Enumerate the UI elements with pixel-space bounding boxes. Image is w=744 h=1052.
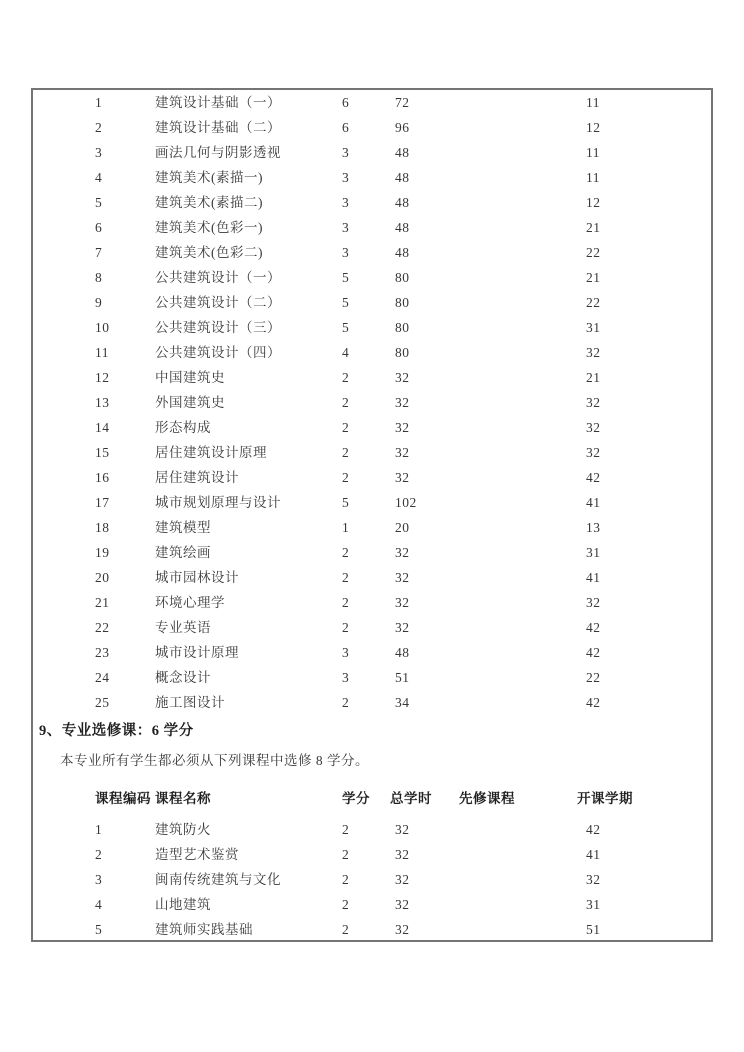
semester-cell: 42 (586, 645, 601, 660)
semester-cell: 32 (586, 445, 601, 460)
credits-cell: 2 (342, 922, 350, 937)
prerequisites-cell (459, 842, 577, 867)
table-row (33, 390, 711, 415)
total-hours-cell: 80 (395, 320, 410, 335)
semester-cell: 21 (586, 370, 601, 385)
credits-cell: 3 (342, 670, 350, 685)
prerequisites-cell (459, 365, 577, 390)
semester-cell: 21 (586, 270, 601, 285)
section-heading: 9、专业选修课：6 学分 (39, 723, 194, 739)
semester-cell: 42 (586, 822, 601, 837)
table-row (33, 90, 711, 115)
header-semester: 开课学期 (577, 791, 633, 806)
table-row (33, 315, 711, 340)
table-row (33, 565, 711, 590)
total-hours-cell: 32 (395, 847, 410, 862)
table-row (33, 867, 711, 892)
prerequisites-cell (459, 690, 577, 715)
course-name-cell: 概念设计 (155, 670, 211, 685)
semester-cell: 12 (586, 120, 601, 135)
table-row (33, 665, 711, 690)
course-code-cell: 14 (95, 420, 110, 435)
prerequisites-cell (459, 867, 577, 892)
total-hours-cell: 32 (395, 395, 410, 410)
course-code-cell: 6 (95, 220, 103, 235)
semester-cell: 22 (586, 295, 601, 310)
header-prerequisites: 先修课程 (459, 791, 515, 806)
semester-cell: 12 (586, 195, 601, 210)
table-row (33, 340, 711, 365)
credits-cell: 2 (342, 595, 350, 610)
credits-cell: 2 (342, 570, 350, 585)
prerequisites-cell (459, 390, 577, 415)
course-name-cell: 城市规划原理与设计 (155, 495, 281, 510)
total-hours-cell: 51 (395, 670, 410, 685)
course-code-cell: 16 (95, 470, 110, 485)
prerequisites-cell (459, 215, 577, 240)
table-row (33, 165, 711, 190)
course-name-cell: 建筑设计基础（二） (155, 120, 281, 135)
header-credits: 学分 (342, 791, 370, 806)
course-code-cell: 5 (95, 922, 103, 937)
total-hours-cell: 32 (395, 922, 410, 937)
credits-cell: 2 (342, 822, 350, 837)
table-row (33, 140, 711, 165)
credits-cell: 5 (342, 270, 350, 285)
semester-cell: 21 (586, 220, 601, 235)
semester-cell: 32 (586, 872, 601, 887)
table-row (33, 215, 711, 240)
total-hours-cell: 48 (395, 220, 410, 235)
total-hours-cell: 48 (395, 245, 410, 260)
section-note: 本专业所有学生都必须从下列课程中选修 8 学分。 (60, 753, 369, 768)
semester-cell: 42 (586, 620, 601, 635)
prerequisites-cell (459, 640, 577, 665)
credits-cell: 2 (342, 545, 350, 560)
course-name-cell: 闽南传统建筑与文化 (155, 872, 281, 887)
semester-cell: 31 (586, 897, 601, 912)
prerequisites-cell (459, 340, 577, 365)
prerequisites-cell (459, 540, 577, 565)
course-code-cell: 2 (95, 120, 103, 135)
credits-cell: 2 (342, 395, 350, 410)
prerequisites-cell (459, 615, 577, 640)
total-hours-cell: 32 (395, 420, 410, 435)
semester-cell: 32 (586, 345, 601, 360)
credits-cell: 2 (342, 897, 350, 912)
table-row (33, 190, 711, 215)
prerequisites-cell (459, 290, 577, 315)
course-code-cell: 24 (95, 670, 110, 685)
total-hours-cell: 72 (395, 95, 410, 110)
prerequisites-cell (459, 165, 577, 190)
course-code-cell: 4 (95, 170, 103, 185)
table-border-frame (31, 88, 713, 942)
course-name-cell: 建筑美术(素描二) (155, 195, 263, 210)
prerequisites-cell (459, 115, 577, 140)
total-hours-cell: 48 (395, 145, 410, 160)
course-code-cell: 7 (95, 245, 103, 260)
total-hours-cell: 80 (395, 345, 410, 360)
semester-cell: 22 (586, 670, 601, 685)
course-code-cell: 11 (95, 345, 109, 360)
prerequisites-cell (459, 190, 577, 215)
table-row (33, 817, 711, 842)
semester-cell: 41 (586, 570, 601, 585)
course-name-cell: 公共建筑设计（四） (155, 345, 281, 360)
table-row (33, 892, 711, 917)
course-name-cell: 建筑师实践基础 (155, 922, 253, 937)
credits-cell: 3 (342, 195, 350, 210)
credits-cell: 2 (342, 620, 350, 635)
total-hours-cell: 102 (395, 495, 417, 510)
course-name-cell: 画法几何与阴影透视 (155, 145, 281, 160)
course-code-cell: 1 (95, 95, 103, 110)
course-name-cell: 居住建筑设计原理 (155, 445, 267, 460)
course-code-cell: 25 (95, 695, 110, 710)
prerequisites-cell (459, 465, 577, 490)
prerequisites-cell (459, 917, 577, 942)
credits-cell: 3 (342, 170, 350, 185)
semester-cell: 31 (586, 320, 601, 335)
table-row (33, 842, 711, 867)
total-hours-cell: 32 (395, 822, 410, 837)
course-name-cell: 中国建筑史 (155, 370, 225, 385)
credits-cell: 2 (342, 872, 350, 887)
course-name-cell: 公共建筑设计（一） (155, 270, 281, 285)
course-code-cell: 13 (95, 395, 110, 410)
semester-cell: 32 (586, 420, 601, 435)
course-name-cell: 建筑绘画 (155, 545, 211, 560)
prerequisites-cell (459, 515, 577, 540)
header-total-hours: 总学时 (390, 791, 432, 806)
table-row (33, 690, 711, 715)
prerequisites-cell (459, 665, 577, 690)
table-row (33, 640, 711, 665)
credits-cell: 3 (342, 645, 350, 660)
course-name-cell: 山地建筑 (155, 897, 211, 912)
table-row (33, 465, 711, 490)
total-hours-cell: 80 (395, 270, 410, 285)
total-hours-cell: 32 (395, 470, 410, 485)
course-code-cell: 2 (95, 847, 103, 862)
credits-cell: 1 (342, 520, 350, 535)
course-name-cell: 外国建筑史 (155, 395, 225, 410)
prerequisites-cell (459, 490, 577, 515)
course-code-cell: 10 (95, 320, 110, 335)
course-code-cell: 21 (95, 595, 110, 610)
semester-cell: 22 (586, 245, 601, 260)
semester-cell: 51 (586, 922, 601, 937)
table-row (33, 515, 711, 540)
course-name-cell: 公共建筑设计（三） (155, 320, 281, 335)
table-row (33, 615, 711, 640)
prerequisites-cell (459, 892, 577, 917)
table-row (33, 115, 711, 140)
course-code-cell: 15 (95, 445, 110, 460)
course-name-cell: 建筑模型 (155, 520, 211, 535)
total-hours-cell: 32 (395, 897, 410, 912)
elective-courses-table (33, 817, 711, 942)
credits-cell: 6 (342, 120, 350, 135)
credits-cell: 6 (342, 95, 350, 110)
total-hours-cell: 32 (395, 570, 410, 585)
total-hours-cell: 48 (395, 170, 410, 185)
course-name-cell: 施工图设计 (155, 695, 225, 710)
credits-cell: 3 (342, 145, 350, 160)
course-name-cell: 建筑防火 (155, 822, 211, 837)
semester-cell: 11 (586, 170, 600, 185)
total-hours-cell: 32 (395, 370, 410, 385)
credits-cell: 2 (342, 695, 350, 710)
semester-cell: 41 (586, 847, 601, 862)
course-code-cell: 5 (95, 195, 103, 210)
course-code-cell: 19 (95, 545, 110, 560)
table-row (33, 415, 711, 440)
total-hours-cell: 20 (395, 520, 410, 535)
prerequisites-cell (459, 265, 577, 290)
total-hours-cell: 80 (395, 295, 410, 310)
total-hours-cell: 48 (395, 195, 410, 210)
course-name-cell: 环境心理学 (155, 595, 225, 610)
total-hours-cell: 32 (395, 445, 410, 460)
prerequisites-cell (459, 140, 577, 165)
course-code-cell: 8 (95, 270, 103, 285)
course-code-cell: 20 (95, 570, 110, 585)
semester-cell: 42 (586, 695, 601, 710)
credits-cell: 2 (342, 370, 350, 385)
semester-cell: 32 (586, 595, 601, 610)
table-row (33, 590, 711, 615)
course-code-cell: 1 (95, 822, 103, 837)
total-hours-cell: 32 (395, 595, 410, 610)
table-row (33, 265, 711, 290)
table-row (33, 490, 711, 515)
course-code-cell: 22 (95, 620, 110, 635)
semester-cell: 11 (586, 95, 600, 110)
credits-cell: 2 (342, 445, 350, 460)
total-hours-cell: 32 (395, 872, 410, 887)
prerequisites-cell (459, 415, 577, 440)
course-name-cell: 城市园林设计 (155, 570, 239, 585)
total-hours-cell: 32 (395, 620, 410, 635)
course-name-cell: 建筑美术(素描一) (155, 170, 263, 185)
total-hours-cell: 34 (395, 695, 410, 710)
total-hours-cell: 32 (395, 545, 410, 560)
course-name-cell: 建筑设计基础（一） (155, 95, 281, 110)
credits-cell: 4 (342, 345, 350, 360)
course-code-cell: 3 (95, 145, 103, 160)
course-code-cell: 17 (95, 495, 110, 510)
header-course-name: 课程名称 (155, 791, 211, 806)
table-row (33, 365, 711, 390)
table-row (33, 290, 711, 315)
course-name-cell: 建筑美术(色彩一) (155, 220, 263, 235)
course-name-cell: 造型艺术鉴赏 (155, 847, 239, 862)
semester-cell: 41 (586, 495, 601, 510)
credits-cell: 2 (342, 847, 350, 862)
prerequisites-cell (459, 315, 577, 340)
credits-cell: 5 (342, 320, 350, 335)
course-code-cell: 23 (95, 645, 110, 660)
semester-cell: 31 (586, 545, 601, 560)
prerequisites-cell (459, 90, 577, 115)
course-name-cell: 专业英语 (155, 620, 211, 635)
course-name-cell: 形态构成 (155, 420, 211, 435)
table-row (33, 440, 711, 465)
required-courses-table (33, 90, 711, 715)
credits-cell: 3 (342, 220, 350, 235)
course-code-cell: 18 (95, 520, 110, 535)
prerequisites-cell (459, 817, 577, 842)
credits-cell: 2 (342, 420, 350, 435)
semester-cell: 11 (586, 145, 600, 160)
course-name-cell: 城市设计原理 (155, 645, 239, 660)
course-name-cell: 居住建筑设计 (155, 470, 239, 485)
prerequisites-cell (459, 440, 577, 465)
total-hours-cell: 48 (395, 645, 410, 660)
course-code-cell: 9 (95, 295, 103, 310)
header-course-code: 课程编码 (95, 791, 151, 806)
table-row (33, 917, 711, 942)
credits-cell: 5 (342, 295, 350, 310)
prerequisites-cell (459, 240, 577, 265)
credits-cell: 5 (342, 495, 350, 510)
course-name-cell: 公共建筑设计（二） (155, 295, 281, 310)
semester-cell: 32 (586, 395, 601, 410)
course-code-cell: 12 (95, 370, 110, 385)
table-row (33, 540, 711, 565)
semester-cell: 13 (586, 520, 601, 535)
table-row (33, 240, 711, 265)
course-name-cell: 建筑美术(色彩二) (155, 245, 263, 260)
prerequisites-cell (459, 590, 577, 615)
course-code-cell: 3 (95, 872, 103, 887)
semester-cell: 42 (586, 470, 601, 485)
total-hours-cell: 96 (395, 120, 410, 135)
prerequisites-cell (459, 565, 577, 590)
credits-cell: 3 (342, 245, 350, 260)
elective-table-header-row (33, 786, 711, 811)
course-code-cell: 4 (95, 897, 103, 912)
credits-cell: 2 (342, 470, 350, 485)
